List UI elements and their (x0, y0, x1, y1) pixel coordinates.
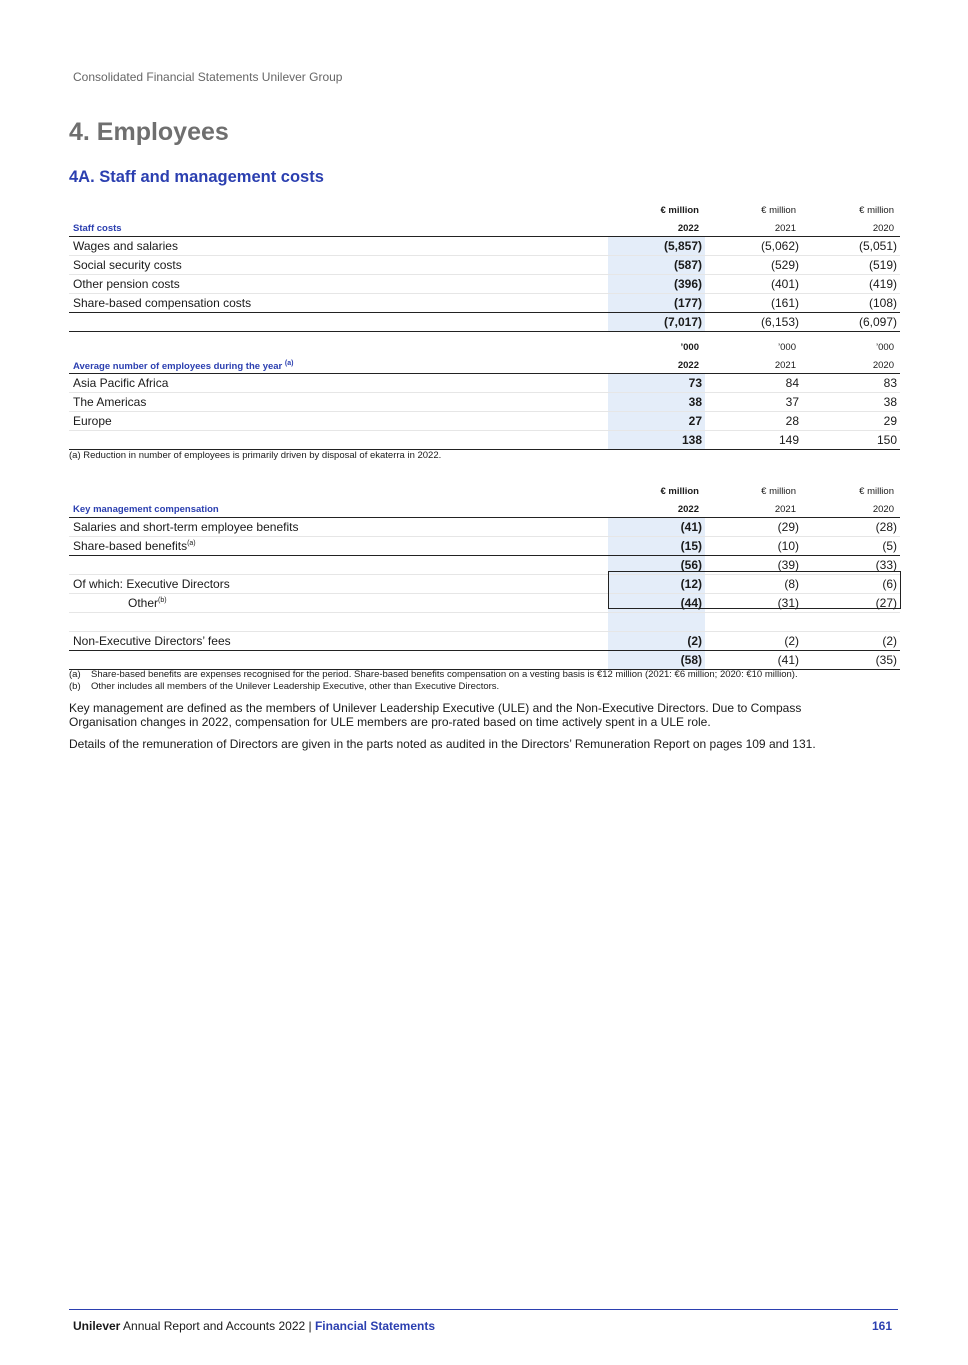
table-row: Other$^{(b)}$ (44) (31) (27) (69, 594, 900, 613)
table-row: Asia Pacific Africa 73 84 83 (69, 374, 900, 393)
column-header-row: Key management compensation 2022 2021 2020 (69, 499, 900, 518)
employees-footnote: (a) Reduction in number of employees is primarily driven by disposal of ekaterra in 2022. (69, 450, 442, 461)
subtotal-row: (56) (39) (33) (69, 556, 900, 575)
footer: Unilever Annual Report and Accounts 2022 | Financial Statements (73, 1319, 436, 1333)
table-row: The Americas 38 37 38 (69, 393, 900, 412)
running-header: Consolidated Financial Statements Unilever Group (73, 70, 343, 84)
units-row: ’000 ’000 ’000 (680, 342, 894, 353)
body-paragraph: Details of the remuneration of Directors are given in the parts noted as audited in the Directors’ Remuneration Report on pages 109 and 131. (69, 737, 816, 751)
section-title: 4. Employees (69, 118, 229, 146)
total-row: 138 149 150 (69, 431, 900, 450)
footer-section-link[interactable]: Financial Statements (314, 1319, 436, 1333)
table-row: Of which: Executive Directors (12) (8) (6) (69, 575, 900, 594)
table-row: Social security costs (587) (529) (519) (69, 256, 900, 275)
table-row: Share-based benefits$^{(a)}$ (15) (10) (5) (69, 537, 900, 556)
kmc-footnote-b: (b) Other includes all members of the Unilever Leadership Executive, other than Executive Directors. (69, 681, 500, 692)
total-row: (58) (41) (35) (69, 651, 900, 670)
table-row: Share-based compensation costs (177) (161) (108) (69, 294, 900, 313)
staff-costs-table (69, 200, 900, 332)
body-paragraph: Key management are defined as the members of Unilever Leadership Executive (ULE) and the Non-Executive Directors. Due to Compass Organisation changes in 2022, compensation for ULE members are pro-rated based on time actively spent in a ULE role. (69, 701, 802, 729)
total-row: (7,017) (6,153) (6,097) (69, 313, 900, 332)
table-row: Europe 27 28 29 (69, 412, 900, 431)
column-header-row: Average number of employees during the year $^{(a)}$ 2022 2021 2020 (69, 355, 900, 374)
table-row: Wages and salaries (5,857) (5,062) (5,051) (69, 237, 900, 256)
page-number: 161 (871, 1319, 892, 1333)
key-management-table (69, 481, 900, 670)
kmc-footnote-a: (a) Share-based benefits are expenses recognised for the period. Share-based benefits compensation on a vesting basis is €12 million (2021: €6 million; 2020: €10 million). (69, 669, 798, 680)
subsection-title: 4A. Staff and management costs (69, 168, 324, 186)
table-row: Other pension costs (396) (401) (419) (69, 275, 900, 294)
units-row: € million € million € million (660, 205, 894, 216)
spacer-row (69, 613, 900, 632)
column-header-row: Staff costs 2022 2021 2020 (69, 218, 900, 237)
units-row: € million € million € million (660, 486, 894, 497)
footer-rule (69, 1309, 898, 1310)
employees-table (69, 337, 900, 450)
table-row: Non-Executive Directors’ fees (2) (2) (2) (69, 632, 900, 651)
directors-highlight-box (608, 571, 901, 609)
table-row: Salaries and short-term employee benefits (41) (29) (28) (69, 518, 900, 537)
